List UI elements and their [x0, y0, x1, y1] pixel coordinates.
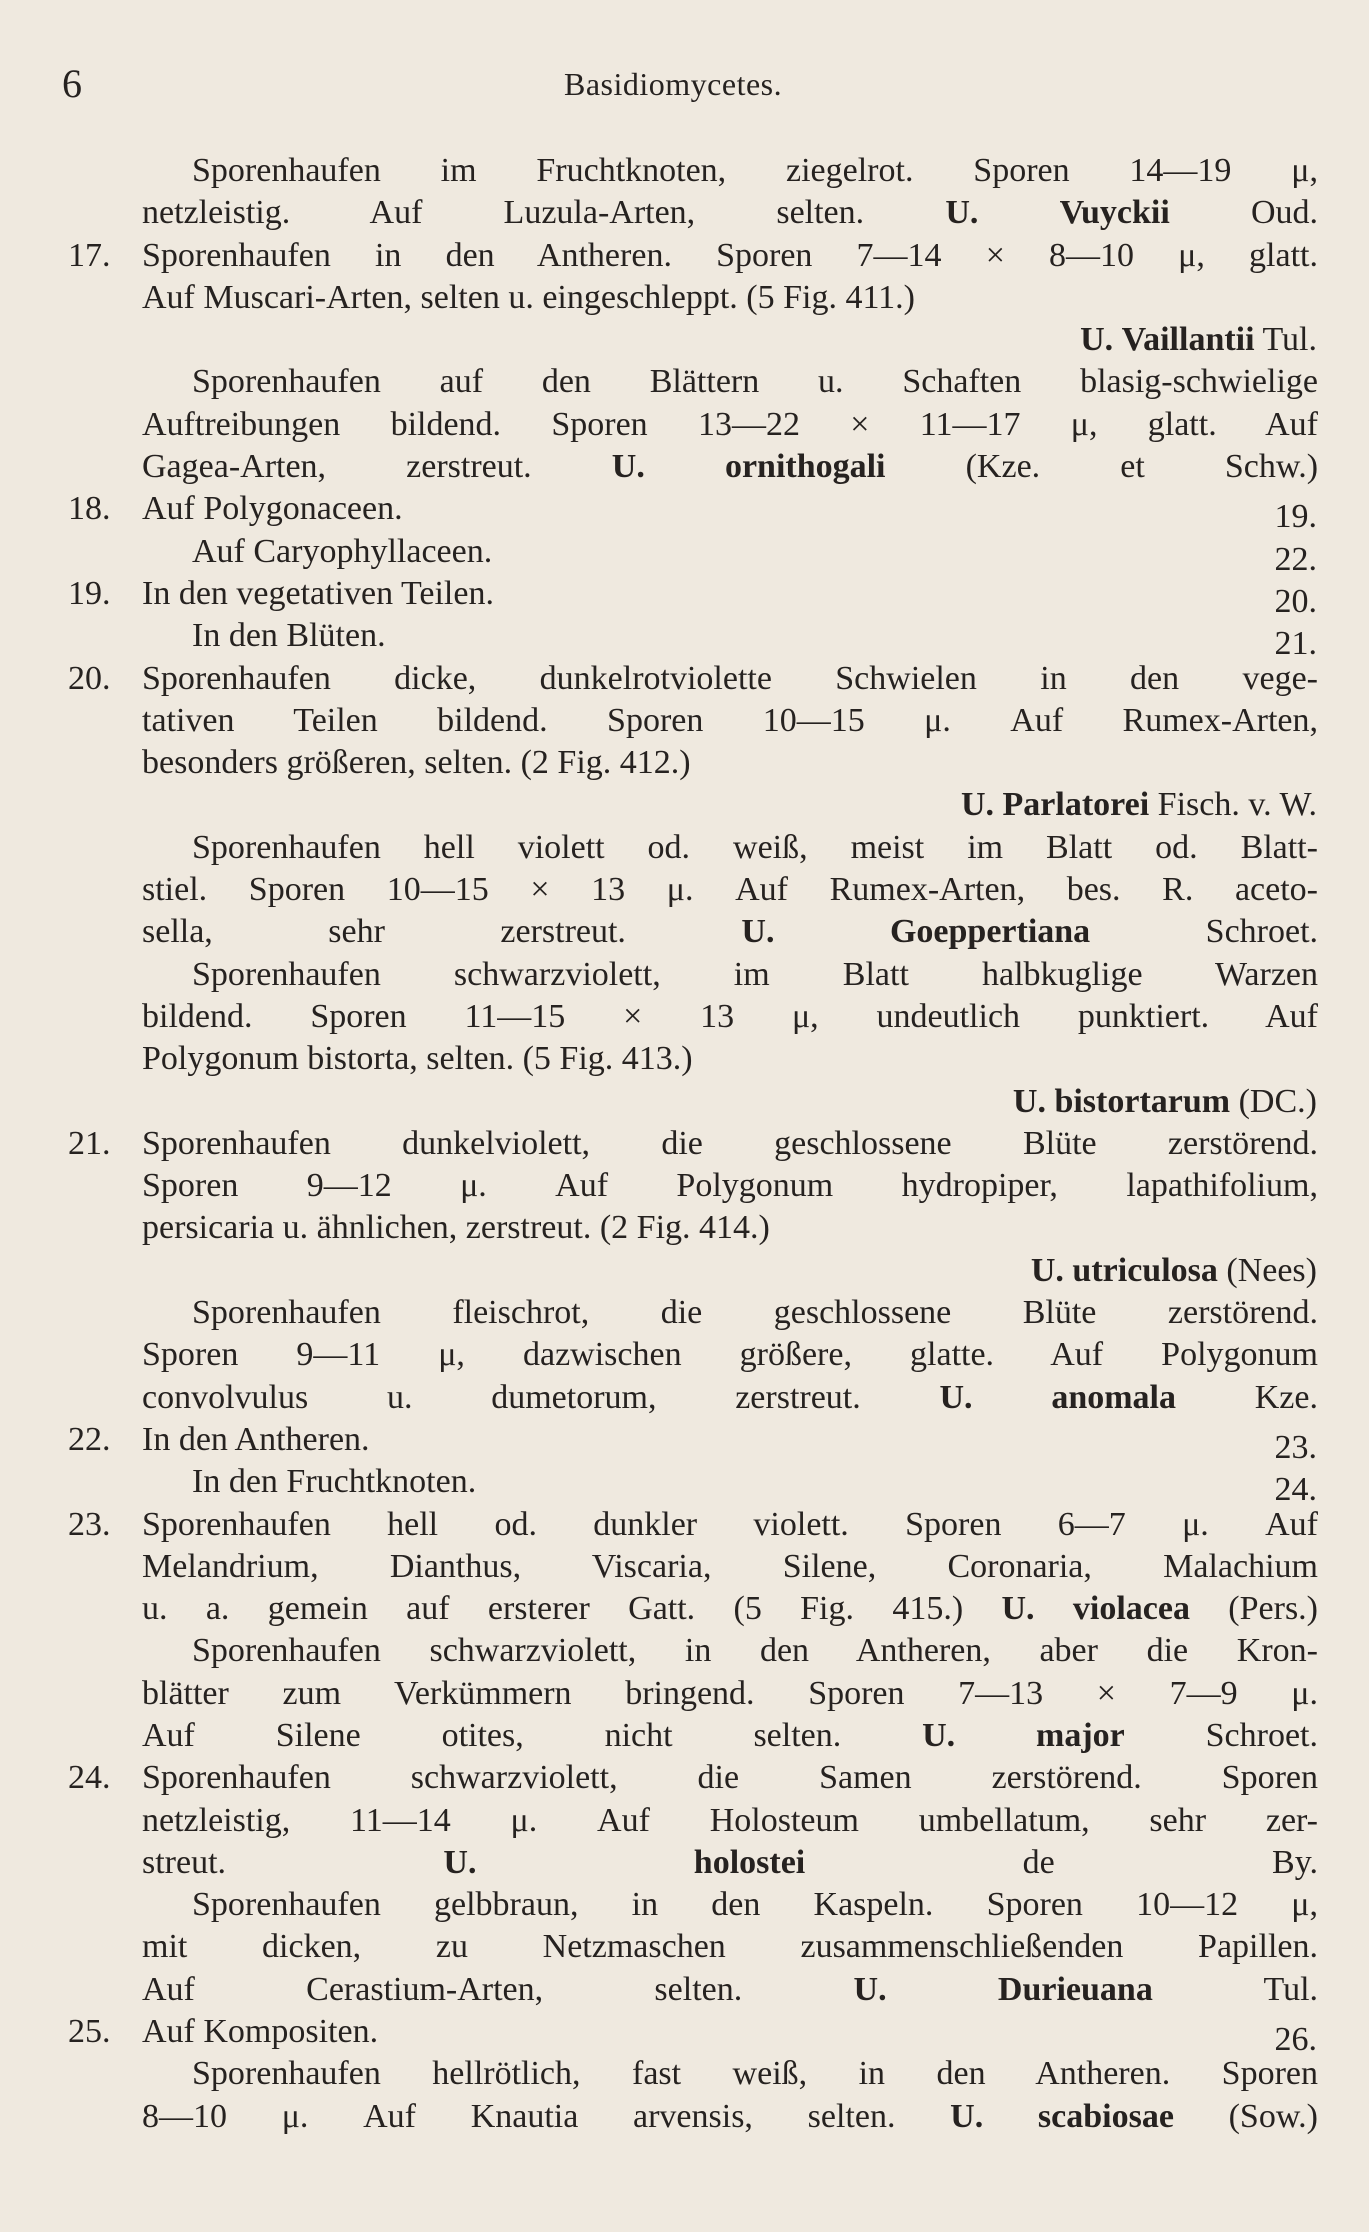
text-line	[0, 1334, 1369, 1376]
line-text	[142, 404, 1318, 446]
line-content: 8—10 μ. Auf Knautia arvensis, selten.	[142, 2097, 896, 2135]
line-content: Sporenhaufen schwarzviolett, im Blatt halbkuglige Warzen	[192, 955, 1318, 993]
couplet-number: 18.	[68, 490, 111, 528]
species-author: (Pers.)	[1228, 1590, 1318, 1628]
species-name	[940, 1379, 1319, 1416]
couplet-number: 22.	[68, 1420, 111, 1458]
line-content: mit dicken, zu Netzmaschen zusammenschließenden Papillen.	[142, 1928, 1318, 1966]
text-line	[0, 996, 1369, 1038]
line-text	[142, 1123, 1318, 1165]
page-header	[0, 60, 1369, 110]
text-line	[0, 277, 1369, 319]
species-name	[961, 784, 1317, 826]
line-content: Sporenhaufen in den Antheren. Sporen 7—14 × 8—10 μ, glatt.	[142, 236, 1318, 274]
line-text	[192, 954, 1318, 996]
line-content: Auf Kompositen.	[142, 2013, 379, 2051]
key-reference: 20.	[1274, 582, 1317, 620]
species-epithet: anomala	[1051, 1378, 1176, 1416]
line-content: Auf Polygonaceen.	[142, 490, 403, 528]
line-content: Auf Muscari-Arten, selten u. eingeschleppt. (5 Fig. 411.)	[142, 278, 916, 316]
line-text	[142, 1588, 1318, 1630]
line-content: streut.	[142, 1843, 227, 1881]
species-epithet: major	[1036, 1716, 1125, 1754]
line-content: Sporenhaufen fleischrot, die geschlossene Blüte zerstörend.	[192, 1294, 1318, 1332]
key-reference: 26.	[1274, 2021, 1317, 2059]
text-line	[0, 488, 1369, 536]
line-text	[142, 911, 1318, 953]
line-content: Sporenhaufen schwarzviolett, die Samen zerstörend. Sporen	[142, 1759, 1318, 1797]
line-text	[192, 531, 492, 573]
line-text	[192, 150, 1318, 192]
text-line	[0, 531, 1369, 578]
text-line	[0, 446, 1369, 488]
key-reference: 23.	[1274, 1428, 1317, 1466]
text-line	[0, 192, 1369, 234]
line-content: Sporenhaufen gelbbraun, in den Kaspeln. Sporen 10—12 μ,	[192, 1886, 1318, 1924]
species-genus: U.	[960, 786, 995, 824]
line-content: Auf Silene otites, nicht selten.	[142, 1716, 842, 1754]
species-genus: U.	[922, 1716, 956, 1754]
line-content: stiel. Sporen 10—15 × 13 μ. Auf Rumex-Arten, bes. R. aceto-	[142, 871, 1318, 909]
species-epithet: holostei	[693, 1843, 806, 1881]
species-name	[443, 1844, 1318, 1881]
line-text	[142, 1800, 1318, 1842]
text-line	[0, 319, 1369, 361]
species-genus: U.	[945, 194, 979, 232]
species-author: Schroet.	[1205, 913, 1319, 951]
species-author: Fisch. v. W.	[1157, 786, 1317, 824]
text-line	[0, 1292, 1369, 1334]
text-line	[0, 1673, 1369, 1715]
species-epithet: utriculosa	[1072, 1251, 1218, 1289]
line-text	[142, 869, 1318, 911]
text-line	[0, 1207, 1369, 1249]
text-line	[0, 2011, 1369, 2059]
line-text	[142, 277, 915, 319]
species-genus: U.	[1080, 321, 1114, 359]
text-line	[0, 1165, 1369, 1207]
line-content: u. a. gemein auf ersterer Gatt. (5 Fig. 415.)	[142, 1590, 964, 1628]
species-genus: U.	[853, 1970, 887, 2008]
text-line	[0, 1969, 1369, 2011]
line-text	[192, 1292, 1318, 1334]
species-author: (Kze. et Schw.)	[965, 448, 1319, 486]
species-genus: U.	[1001, 1590, 1035, 1628]
couplet-number: 23.	[68, 1505, 111, 1543]
text-line	[0, 1842, 1369, 1884]
text-line	[0, 1800, 1369, 1842]
text-line	[0, 1926, 1369, 1968]
text-line	[0, 700, 1369, 742]
line-text	[192, 1884, 1318, 1926]
species-author: (DC.)	[1238, 1082, 1317, 1120]
line-content: Sporenhaufen dicke, dunkelrotviolette Schwielen in den vege-	[142, 659, 1318, 697]
key-reference: 24.	[1274, 1471, 1317, 1509]
line-text	[192, 827, 1318, 869]
line-text	[142, 1757, 1318, 1799]
couplet-number: 17.	[68, 236, 111, 274]
species-name	[922, 1717, 1318, 1754]
line-content: tativen Teilen bildend. Sporen 10—15 μ. Auf Rumex-Arten,	[142, 701, 1318, 739]
line-text	[142, 446, 1318, 488]
line-text	[142, 1207, 770, 1249]
line-content: bildend. Sporen 11—15 × 13 μ, undeutlich punktiert. Auf	[142, 997, 1318, 1035]
line-text	[142, 1419, 370, 1461]
line-text	[142, 573, 494, 615]
text-line	[0, 658, 1369, 700]
line-text	[142, 488, 403, 530]
key-reference: 22.	[1274, 540, 1317, 578]
line-text	[142, 1673, 1318, 1715]
species-author: (Sow.)	[1228, 2097, 1319, 2135]
line-text	[192, 615, 386, 657]
species-genus: U.	[443, 1843, 477, 1881]
species-author: (Nees)	[1226, 1251, 1317, 1289]
species-author: Schroet.	[1205, 1716, 1318, 1754]
species-author: Tul.	[1262, 321, 1317, 359]
line-text	[142, 1926, 1318, 1968]
species-genus: U.	[1030, 1251, 1064, 1289]
line-text	[192, 1461, 476, 1503]
line-text	[142, 700, 1318, 742]
text-line	[0, 615, 1369, 663]
species-genus: U.	[939, 1378, 973, 1416]
text-line	[0, 1630, 1369, 1672]
species-epithet: violacea	[1072, 1590, 1190, 1628]
line-content: In den vegetativen Teilen.	[142, 574, 494, 612]
species-epithet: Vaillantii	[1121, 321, 1255, 359]
page-number: 6	[62, 61, 82, 106]
line-content: Sporenhaufen auf den Blättern u. Schaften blasig-schwielige	[192, 363, 1318, 401]
species-epithet: Goeppertiana	[889, 913, 1091, 951]
text-line	[0, 911, 1369, 953]
line-text	[192, 361, 1318, 403]
line-text	[142, 658, 1318, 700]
species-genus: U.	[1012, 1082, 1046, 1120]
species-name	[741, 913, 1318, 950]
line-content: sella, sehr zerstreut.	[142, 913, 626, 951]
text-line	[0, 1546, 1369, 1588]
species-author: de By.	[1022, 1843, 1318, 1881]
line-text	[142, 1038, 693, 1080]
text-line	[0, 150, 1369, 192]
line-content: In den Blüten.	[192, 617, 386, 655]
text-line	[0, 2096, 1369, 2138]
line-text	[142, 1504, 1318, 1546]
line-content: Melandrium, Dianthus, Viscaria, Silene, Coronaria, Malachium	[142, 1547, 1318, 1585]
species-name	[612, 448, 1318, 485]
line-content: persicaria u. ähnlichen, zerstreut. (2 Fig. 414.)	[142, 1209, 770, 1247]
species-genus: U.	[611, 448, 645, 486]
line-text	[192, 1630, 1318, 1672]
line-content: Sporenhaufen dunkelviolett, die geschlossene Blüte zerstörend.	[142, 1124, 1318, 1162]
line-content: convolvulus u. dumetorum, zerstreut.	[142, 1378, 861, 1416]
line-content: In den Antheren.	[142, 1420, 370, 1458]
line-content: Gagea-Arten, zerstreut.	[142, 448, 532, 486]
text-line	[0, 1884, 1369, 1926]
species-epithet: Durieuana	[997, 1970, 1153, 2008]
text-line	[0, 404, 1369, 446]
couplet-number: 20.	[68, 659, 111, 697]
line-text	[142, 2096, 1318, 2138]
text-line	[0, 1377, 1369, 1419]
text-line	[0, 954, 1369, 996]
text-line	[0, 742, 1369, 784]
line-content: Sporen 9—11 μ, dazwischen größere, glatte. Auf Polygonum	[142, 1336, 1318, 1374]
text-line	[0, 1504, 1369, 1546]
text-line	[0, 1461, 1369, 1509]
species-epithet: ornithogali	[724, 448, 886, 486]
line-content: Sporenhaufen im Fruchtknoten, ziegelrot. Sporen 14—19 μ,	[192, 152, 1318, 189]
text-line	[0, 869, 1369, 911]
key-reference: 19.	[1274, 498, 1317, 536]
species-genus: U.	[950, 2097, 984, 2135]
line-text	[142, 1377, 1318, 1419]
line-content: Auf Caryophyllaceen.	[192, 532, 493, 570]
text-line	[0, 1715, 1369, 1757]
line-text	[142, 2011, 378, 2053]
text-line	[0, 1588, 1369, 1630]
line-text	[142, 192, 1318, 234]
text-line	[0, 361, 1369, 403]
text-line	[0, 1123, 1369, 1165]
line-text	[142, 1334, 1318, 1376]
key-text	[0, 150, 1369, 2138]
line-content: Sporenhaufen hellrötlich, fast weiß, in den Antheren. Sporen	[192, 2055, 1318, 2093]
line-text	[142, 235, 1318, 277]
line-content: Auf Cerastium-Arten, selten.	[142, 1970, 743, 2008]
line-text	[142, 1715, 1318, 1757]
text-line	[0, 235, 1369, 277]
running-title: Basidiomycetes.	[564, 66, 783, 102]
text-line	[0, 2053, 1369, 2095]
species-name	[945, 194, 1318, 231]
text-line	[0, 1419, 1369, 1466]
line-text	[142, 1546, 1318, 1588]
text-line	[0, 573, 1369, 620]
text-line	[0, 1038, 1369, 1080]
line-content: netzleistig, 11—14 μ. Auf Holosteum umbellatum, sehr zer-	[142, 1801, 1318, 1839]
text-line	[0, 1757, 1369, 1799]
species-name	[1031, 1250, 1317, 1292]
couplet-number: 24.	[68, 1759, 111, 1797]
couplet-number: 19.	[68, 574, 111, 612]
line-content: Sporenhaufen hell od. dunkler violett. Sporen 6—7 μ. Auf	[142, 1505, 1318, 1543]
key-reference: 21.	[1274, 625, 1317, 663]
line-content: blätter zum Verkümmern bringend. Sporen 7—13 × 7—9 μ.	[142, 1674, 1318, 1712]
line-content: Sporen 9—12 μ. Auf Polygonum hydropiper, lapathifolium,	[142, 1167, 1318, 1205]
line-content: Auftreibungen bildend. Sporen 13—22 × 11—17 μ, glatt. Auf	[142, 405, 1318, 443]
line-text	[192, 2053, 1318, 2095]
species-name	[1013, 1081, 1317, 1123]
species-name	[1002, 1590, 1319, 1627]
species-author: Oud.	[1250, 194, 1319, 232]
species-genus: U.	[741, 913, 775, 951]
line-content: In den Fruchtknoten.	[192, 1463, 477, 1501]
line-content: besonders größeren, selten. (2 Fig. 412.)	[142, 744, 691, 782]
species-author: Kze.	[1254, 1378, 1318, 1416]
text-line	[0, 1081, 1369, 1123]
text-line	[0, 1250, 1369, 1292]
line-content: Sporenhaufen schwarzviolett, in den Antheren, aber die Kron-	[192, 1632, 1318, 1670]
line-content: Polygonum bistorta, selten. (5 Fig. 413.)	[142, 1040, 693, 1078]
line-text	[142, 1165, 1318, 1207]
species-author: Tul.	[1263, 1970, 1319, 2008]
species-epithet: scabiosae	[1037, 2097, 1174, 2135]
line-text	[142, 1969, 1318, 2011]
species-name	[950, 2098, 1318, 2135]
line-content: netzleistig. Auf Luzula-Arten, selten.	[142, 194, 865, 232]
line-text	[142, 1842, 1318, 1884]
species-epithet: Vuyckii	[1059, 194, 1170, 232]
species-name	[1080, 319, 1317, 361]
species-epithet: bistortarum	[1054, 1082, 1231, 1120]
couplet-number: 21.	[68, 1124, 111, 1162]
text-line	[0, 827, 1369, 869]
text-line	[0, 784, 1369, 826]
line-content: Sporenhaufen hell violett od. weiß, meist im Blatt od. Blatt-	[192, 828, 1318, 866]
species-name	[854, 1971, 1318, 2008]
couplet-number: 25.	[68, 2013, 111, 2051]
line-text	[142, 742, 691, 784]
species-epithet: Parlatorei	[1002, 786, 1150, 824]
line-text	[142, 996, 1318, 1038]
